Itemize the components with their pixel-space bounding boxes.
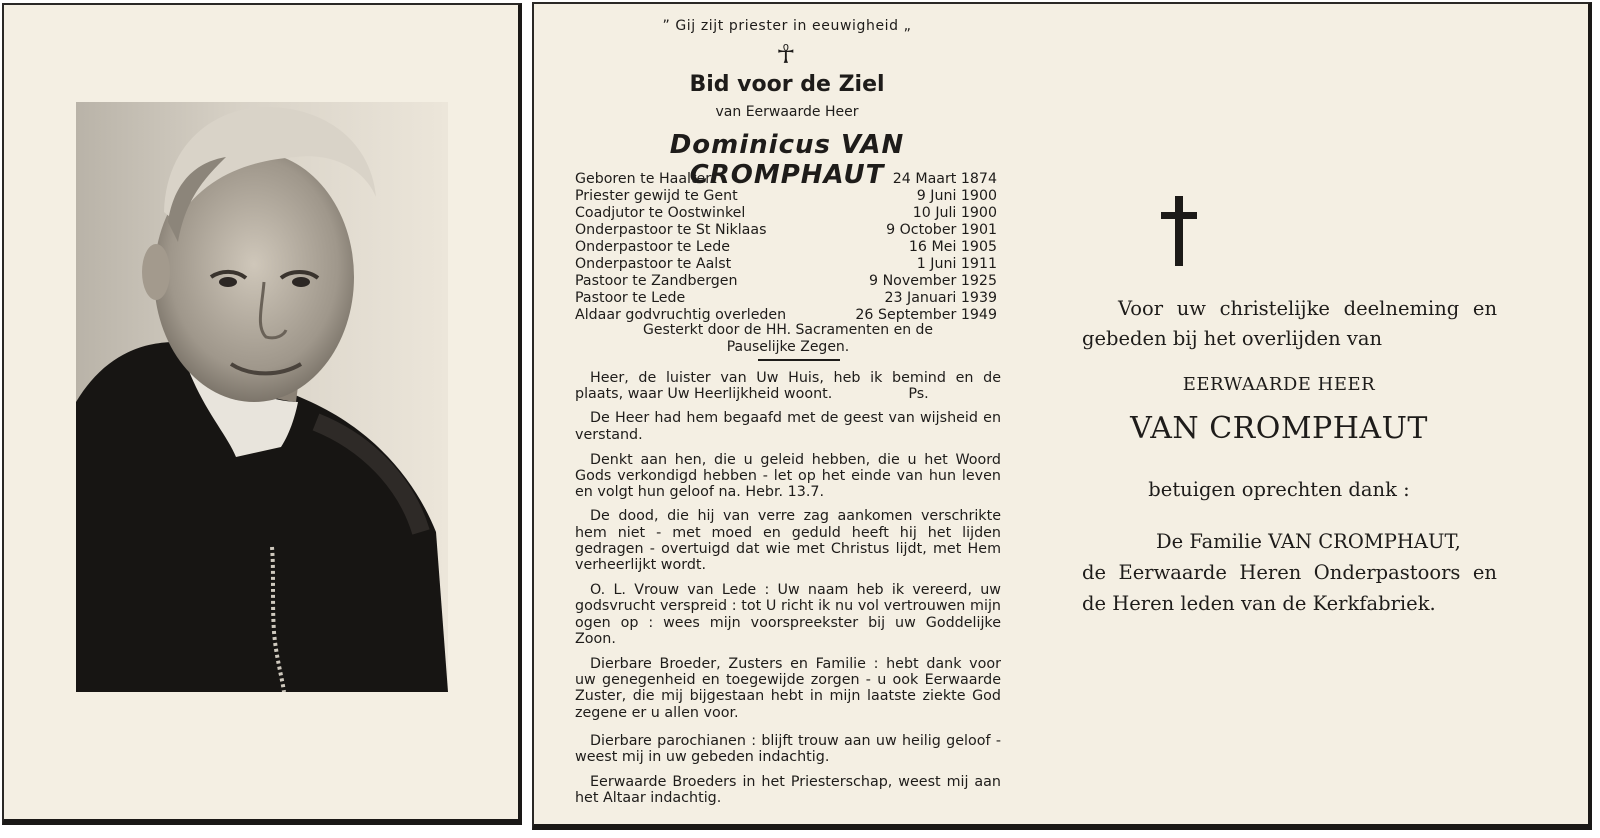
portrait-card [2, 3, 522, 825]
life-event-date: 26 September 1949 [855, 307, 997, 323]
motto: ” Gij zijt priester in eeuwigheid „ [662, 18, 912, 34]
life-event [575, 239, 997, 256]
sacraments-line: Gesterkt door de HH. Sacramenten en de [642, 322, 934, 338]
thanks-intro-text: Voor uw christelijke deelneming en gebeden bij het overlijden van [1082, 297, 1497, 350]
prayer-heading: Bid voor de Ziel [689, 72, 885, 97]
life-event [575, 222, 997, 239]
memorial-text-card [532, 2, 1592, 830]
life-event-date: 16 Mei 1905 [908, 239, 997, 255]
thanks-closing: betuigen oprechten dank : [1148, 478, 1410, 501]
life-event [575, 188, 997, 205]
quote-paragraph: De dood, die hij van verre zag aankomen verschrikte hem niet - met moed en geduld heeft hij het lijden gedragen - overtuigd dat wie met Christus lijdt, met Hem verheerlijkt wordt. [575, 508, 1001, 574]
sacraments-line: Pauselijke Zegen. [726, 339, 850, 355]
life-event-date: 1 Juni 1911 [916, 256, 997, 272]
life-event-date: 9 Juni 1900 [916, 188, 997, 204]
thanks-intro [1082, 294, 1497, 354]
signatory-line: De Familie VAN CROMPHAUT, [1156, 530, 1461, 553]
quote-paragraph: Heer, de luister van Uw Huis, heb ik bemind en de plaats, waar Uw Heerlijkheid woont. Ps. [575, 370, 1001, 403]
signatory-line: de Eerwaarde Heren Onderpastoors en [1082, 561, 1497, 584]
life-event [575, 256, 997, 273]
life-event [575, 205, 997, 222]
divider [758, 359, 840, 361]
life-event [575, 273, 997, 290]
portrait-illustration [76, 102, 448, 692]
life-event-date: 10 Juli 1900 [912, 205, 997, 221]
signatory-line: de Heren leden van de Kerkfabriek. [1082, 592, 1436, 615]
life-event-label: Coadjutor te Oostwinkel [575, 205, 746, 221]
subheading: van Eerwaarde Heer [715, 104, 859, 120]
sacraments-note [594, 322, 982, 356]
life-event-label: Aldaar godvruchtig overleden [575, 307, 787, 323]
deceased-surname: VAN CROMPHAUT [1130, 411, 1428, 446]
priest-portrait-photo [76, 102, 448, 692]
life-event-label: Priester gewijd te Gent [575, 188, 738, 204]
quote-paragraph: Denkt aan hen, die u geleid hebben, die u het Woord Gods verkondigd hebben - let op het einde van hun leven en volgt hun geloof na. Hebr. 13.7. [575, 451, 1001, 501]
life-event-label: Onderpastoor te Lede [575, 239, 731, 255]
life-event-label: Onderpastoor te St Niklaas [575, 222, 767, 238]
quote-paragraph: Eerwaarde Broeders in het Priesterschap, weest mij aan het Altaar indachtig. [575, 774, 1001, 807]
life-event-label: Onderpastoor te Aalst [575, 256, 732, 272]
life-event-label: Pastoor te Zandbergen [575, 273, 738, 289]
latin-cross-icon [1161, 196, 1197, 266]
honorific-title: EERWAARDE HEER [1182, 374, 1376, 395]
deceased-name: Dominicus VAN CROMPHAUT [669, 130, 905, 190]
family-signatories [1082, 526, 1497, 619]
life-event-date: 9 October 1901 [886, 222, 997, 238]
quote-paragraph: Dierbare Broeder, Zusters en Familie : hebt dank voor uw genegenheid en toegewijde zorgen - u ook Eerwaarde Zuster, die mij bijgestaan hebt in mijn laatste ziekte God zegene er u allen voor. [575, 656, 1001, 721]
life-event [575, 290, 997, 307]
quotes-section [575, 368, 1001, 807]
life-event-date: 23 Januari 1939 [884, 290, 997, 306]
life-event-date: 9 November 1925 [869, 273, 997, 289]
life-event-label: Pastoor te Lede [575, 290, 686, 306]
quote-paragraph: Dierbare parochianen : blijft trouw aan uw heilig geloof - weest mij in uw gebeden indachtig. [575, 732, 1001, 766]
quote-paragraph: O. L. Vrouw van Lede : Uw naam heb ik vereerd, uw godsvrucht verspreid : tot U richt ik nu vol vertrouwen mijn ogen op : wees mijn voorspreekster bij uw Goddelijke Zoon. [575, 582, 1001, 647]
cross-icon: ☥ [776, 40, 796, 70]
life-event-label: Geboren te Haaltert [575, 171, 717, 187]
life-event [575, 171, 997, 188]
life-events-list [575, 171, 997, 324]
life-event-date: 24 Maart 1874 [892, 171, 997, 187]
quote-paragraph: De Heer had hem begaafd met de geest van wijsheid en verstand. [575, 410, 1001, 443]
